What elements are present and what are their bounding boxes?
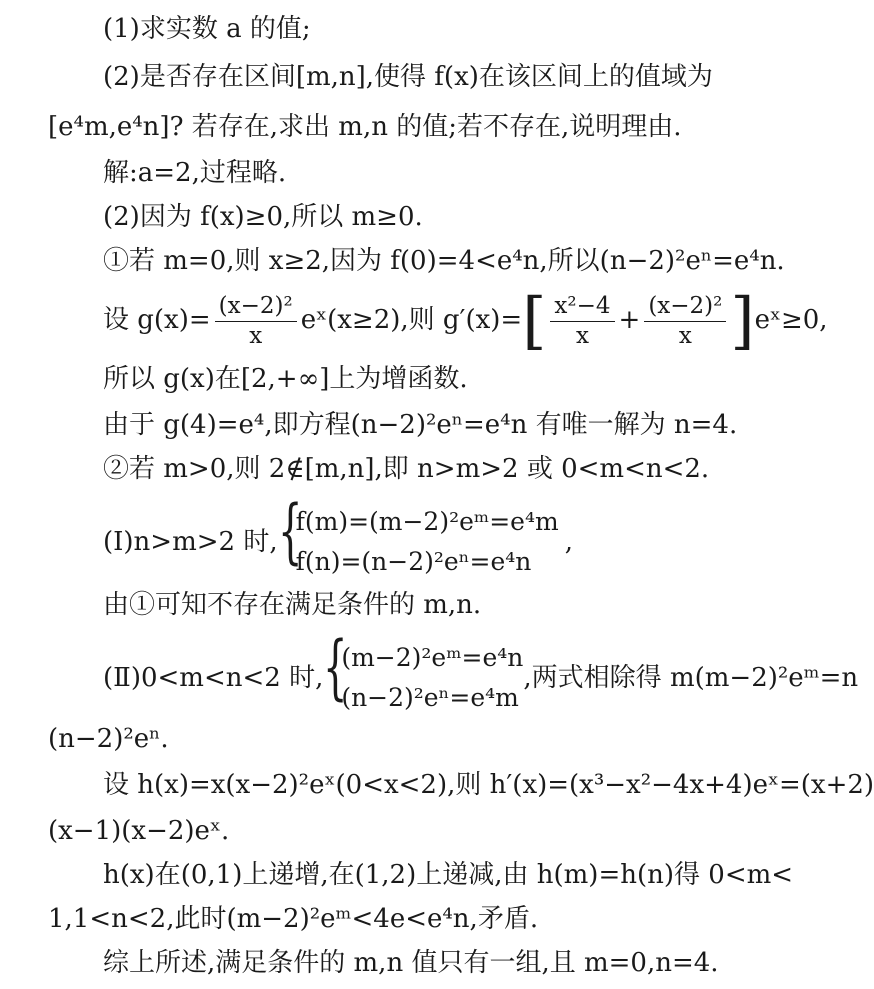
- fraction-1: [215, 292, 297, 349]
- system-1-row-1: f(m)=(m−2)²eᵐ=e⁴m: [295, 507, 559, 536]
- g-def-prefix: 设 g(x)=: [103, 305, 211, 335]
- system-2-row-2: (n−2)²eⁿ=e⁴m: [341, 683, 519, 712]
- text-line-9: 由于 g(4)=e⁴,即方程(n−2)²eⁿ=e⁴n 有唯一解为 n=4.: [103, 410, 738, 440]
- system-line-1: [103, 490, 573, 582]
- fraction-3-numerator: (x−2)²: [644, 295, 726, 322]
- g-def-middle: eˣ(x≥2),则 g′(x)=: [300, 305, 523, 335]
- fraction-3-denominator: x: [678, 322, 692, 349]
- text-line-16: (x−1)(x−2)eˣ.: [48, 816, 230, 846]
- g-def-suffix: eˣ≥0,: [754, 305, 828, 335]
- equation-system-2: [323, 626, 524, 718]
- text-line-2: (2)是否存在区间[m,n],使得 f(x)在该区间上的值域为: [103, 62, 713, 92]
- text-line-3: [e⁴m,e⁴n]? 若存在,求出 m,n 的值;若不存在,说明理由.: [48, 112, 682, 142]
- text-line-6: ①若 m=0,则 x≥2,因为 f(0)=4<e⁴n,所以(n−2)²eⁿ=e⁴n.: [103, 246, 785, 276]
- system-1-row-2: f(n)=(n−2)²eⁿ=e⁴n: [295, 547, 532, 576]
- fraction-2-denominator: x: [575, 322, 589, 349]
- fraction-1-denominator: x: [249, 322, 263, 349]
- text-line-12: 由①可知不存在满足条件的 m,n.: [103, 590, 482, 620]
- fraction-2-numerator: x²−4: [550, 295, 614, 322]
- system-line-2: [103, 626, 859, 718]
- fraction-2: [550, 292, 614, 349]
- text-line-17: h(x)在(0,1)上递增,在(1,2)上递减,由 h(m)=h(n)得 0<m<: [103, 860, 794, 890]
- fraction-1-numerator: (x−2)²: [215, 295, 297, 322]
- text-line-15: 设 h(x)=x(x−2)²eˣ(0<x<2),则 h′(x)=(x³−x²−4x+4)eˣ=(x+2): [103, 770, 874, 800]
- left-brace: {: [323, 626, 348, 708]
- text-line-19: 综上所述,满足条件的 m,n 值只有一组,且 m=0,n=4.: [103, 948, 719, 978]
- left-brace: {: [277, 490, 303, 572]
- text-line-1: (1)求实数 a 的值;: [103, 14, 311, 44]
- equation-system-1: [277, 490, 559, 582]
- text-line-8: 所以 g(x)在[2,+∞]上为增函数.: [103, 364, 468, 394]
- text-line-4: 解:a=2,过程略.: [103, 158, 287, 188]
- left-bracket: [: [522, 284, 547, 357]
- case-1-suffix: ,: [564, 527, 573, 557]
- text-line-18: 1,1<n<2,此时(m−2)²eᵐ<4e<e⁴n,矛盾.: [48, 904, 539, 934]
- text-line-5: (2)因为 f(x)≥0,所以 m≥0.: [103, 202, 423, 232]
- fraction-3: [644, 292, 726, 349]
- case-1-prefix: (Ⅰ)n>m>2 时,: [103, 527, 278, 557]
- text-line-10: ②若 m>0,则 2∉[m,n],即 n>m>2 或 0<m<n<2.: [103, 454, 710, 484]
- plus-sign: +: [618, 305, 641, 335]
- right-bracket: ]: [730, 284, 755, 357]
- text-line-14: (n−2)²eⁿ.: [48, 724, 169, 754]
- case-2-suffix: ,两式相除得 m(m−2)²eᵐ=n: [523, 663, 859, 693]
- case-2-prefix: (Ⅱ)0<m<n<2 时,: [103, 663, 324, 693]
- system-2-row-1: (m−2)²eᵐ=e⁴n: [341, 643, 524, 672]
- formula-line-g: [103, 284, 828, 357]
